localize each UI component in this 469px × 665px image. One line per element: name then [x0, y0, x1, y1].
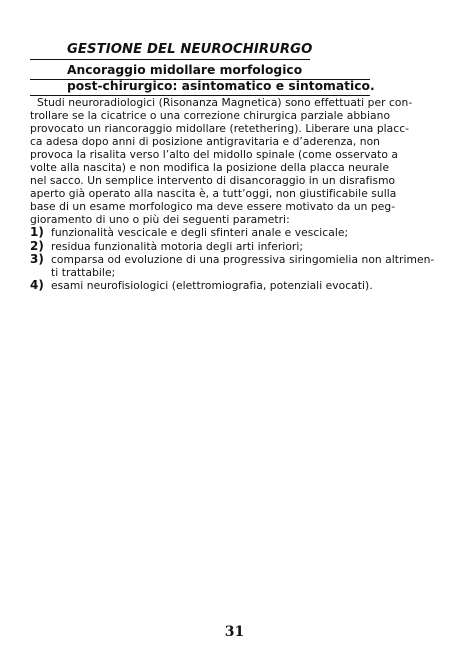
- list-number: 4): [30, 277, 44, 292]
- list-text: funzionalità vescicale e degli sfinteri anale e vescicale;: [51, 226, 349, 240]
- paragraph-line: nel sacco. Un semplice intervento di disancoraggio in un disrafismo: [30, 174, 396, 188]
- subtitle-line-2: [30, 79, 375, 96]
- subtitle-text-2: post-chirurgico: asintomatico e sintomatico.: [67, 79, 375, 93]
- page-number: 31: [224, 624, 245, 640]
- body-text: [30, 96, 435, 292]
- paragraph-line: trollare se la cicatrice o una correzione chirurgica parziale abbiano: [30, 109, 391, 123]
- paragraph-line: provoca la risalita verso l’alto del midollo spinale (come osservato a: [30, 148, 399, 162]
- paragraph-line: Studi neuroradiologici (Risonanza Magnetica) sono effettuati per con-: [37, 96, 413, 109]
- paragraph-line: provocato un riancoraggio midollare (retethering). Liberare una placc-: [30, 122, 410, 136]
- list-item-3-continuation: ti trattabile;: [51, 265, 116, 279]
- subsection-heading: [30, 63, 375, 96]
- list-text: comparsa od evoluzione di una progressiva siringomielia non altrimen-: [51, 252, 435, 266]
- list-item-1: [30, 226, 416, 239]
- section-title: GESTIONE DEL NEUROCHIRURGO: [67, 42, 313, 57]
- list-number: 1): [30, 225, 44, 240]
- list-number: 3): [30, 251, 44, 266]
- list-item-3: [30, 251, 435, 266]
- list-item-2: [30, 240, 416, 253]
- paragraph-line: aperto già operato alla nascita è, a tutt’oggi, non giustificabile sulla: [30, 187, 397, 201]
- paragraph-line: volte alla nascita) e non modifica la posizione della placca neurale: [30, 161, 390, 175]
- section-heading: [30, 42, 313, 60]
- list-item-4: [30, 279, 416, 292]
- list-text: residua funzionalità motoria degli arti inferiori;: [51, 239, 304, 253]
- list-number: 2): [30, 238, 44, 253]
- paragraph-line: base di un esame morfologico ma deve essere motivato da un peg-: [30, 200, 396, 214]
- subtitle-text-1: Ancoraggio midollare morfologico: [67, 63, 303, 77]
- list-text: esami neurofisiologici (elettromiografia, potenziali evocati).: [51, 278, 373, 292]
- paragraph-line: gioramento di uno o più dei seguenti parametri:: [30, 213, 290, 227]
- subtitle-line-1: [30, 64, 370, 80]
- paragraph-line: ca adesa dopo anni di posizione antigravitaria e d’aderenza, non: [30, 135, 380, 149]
